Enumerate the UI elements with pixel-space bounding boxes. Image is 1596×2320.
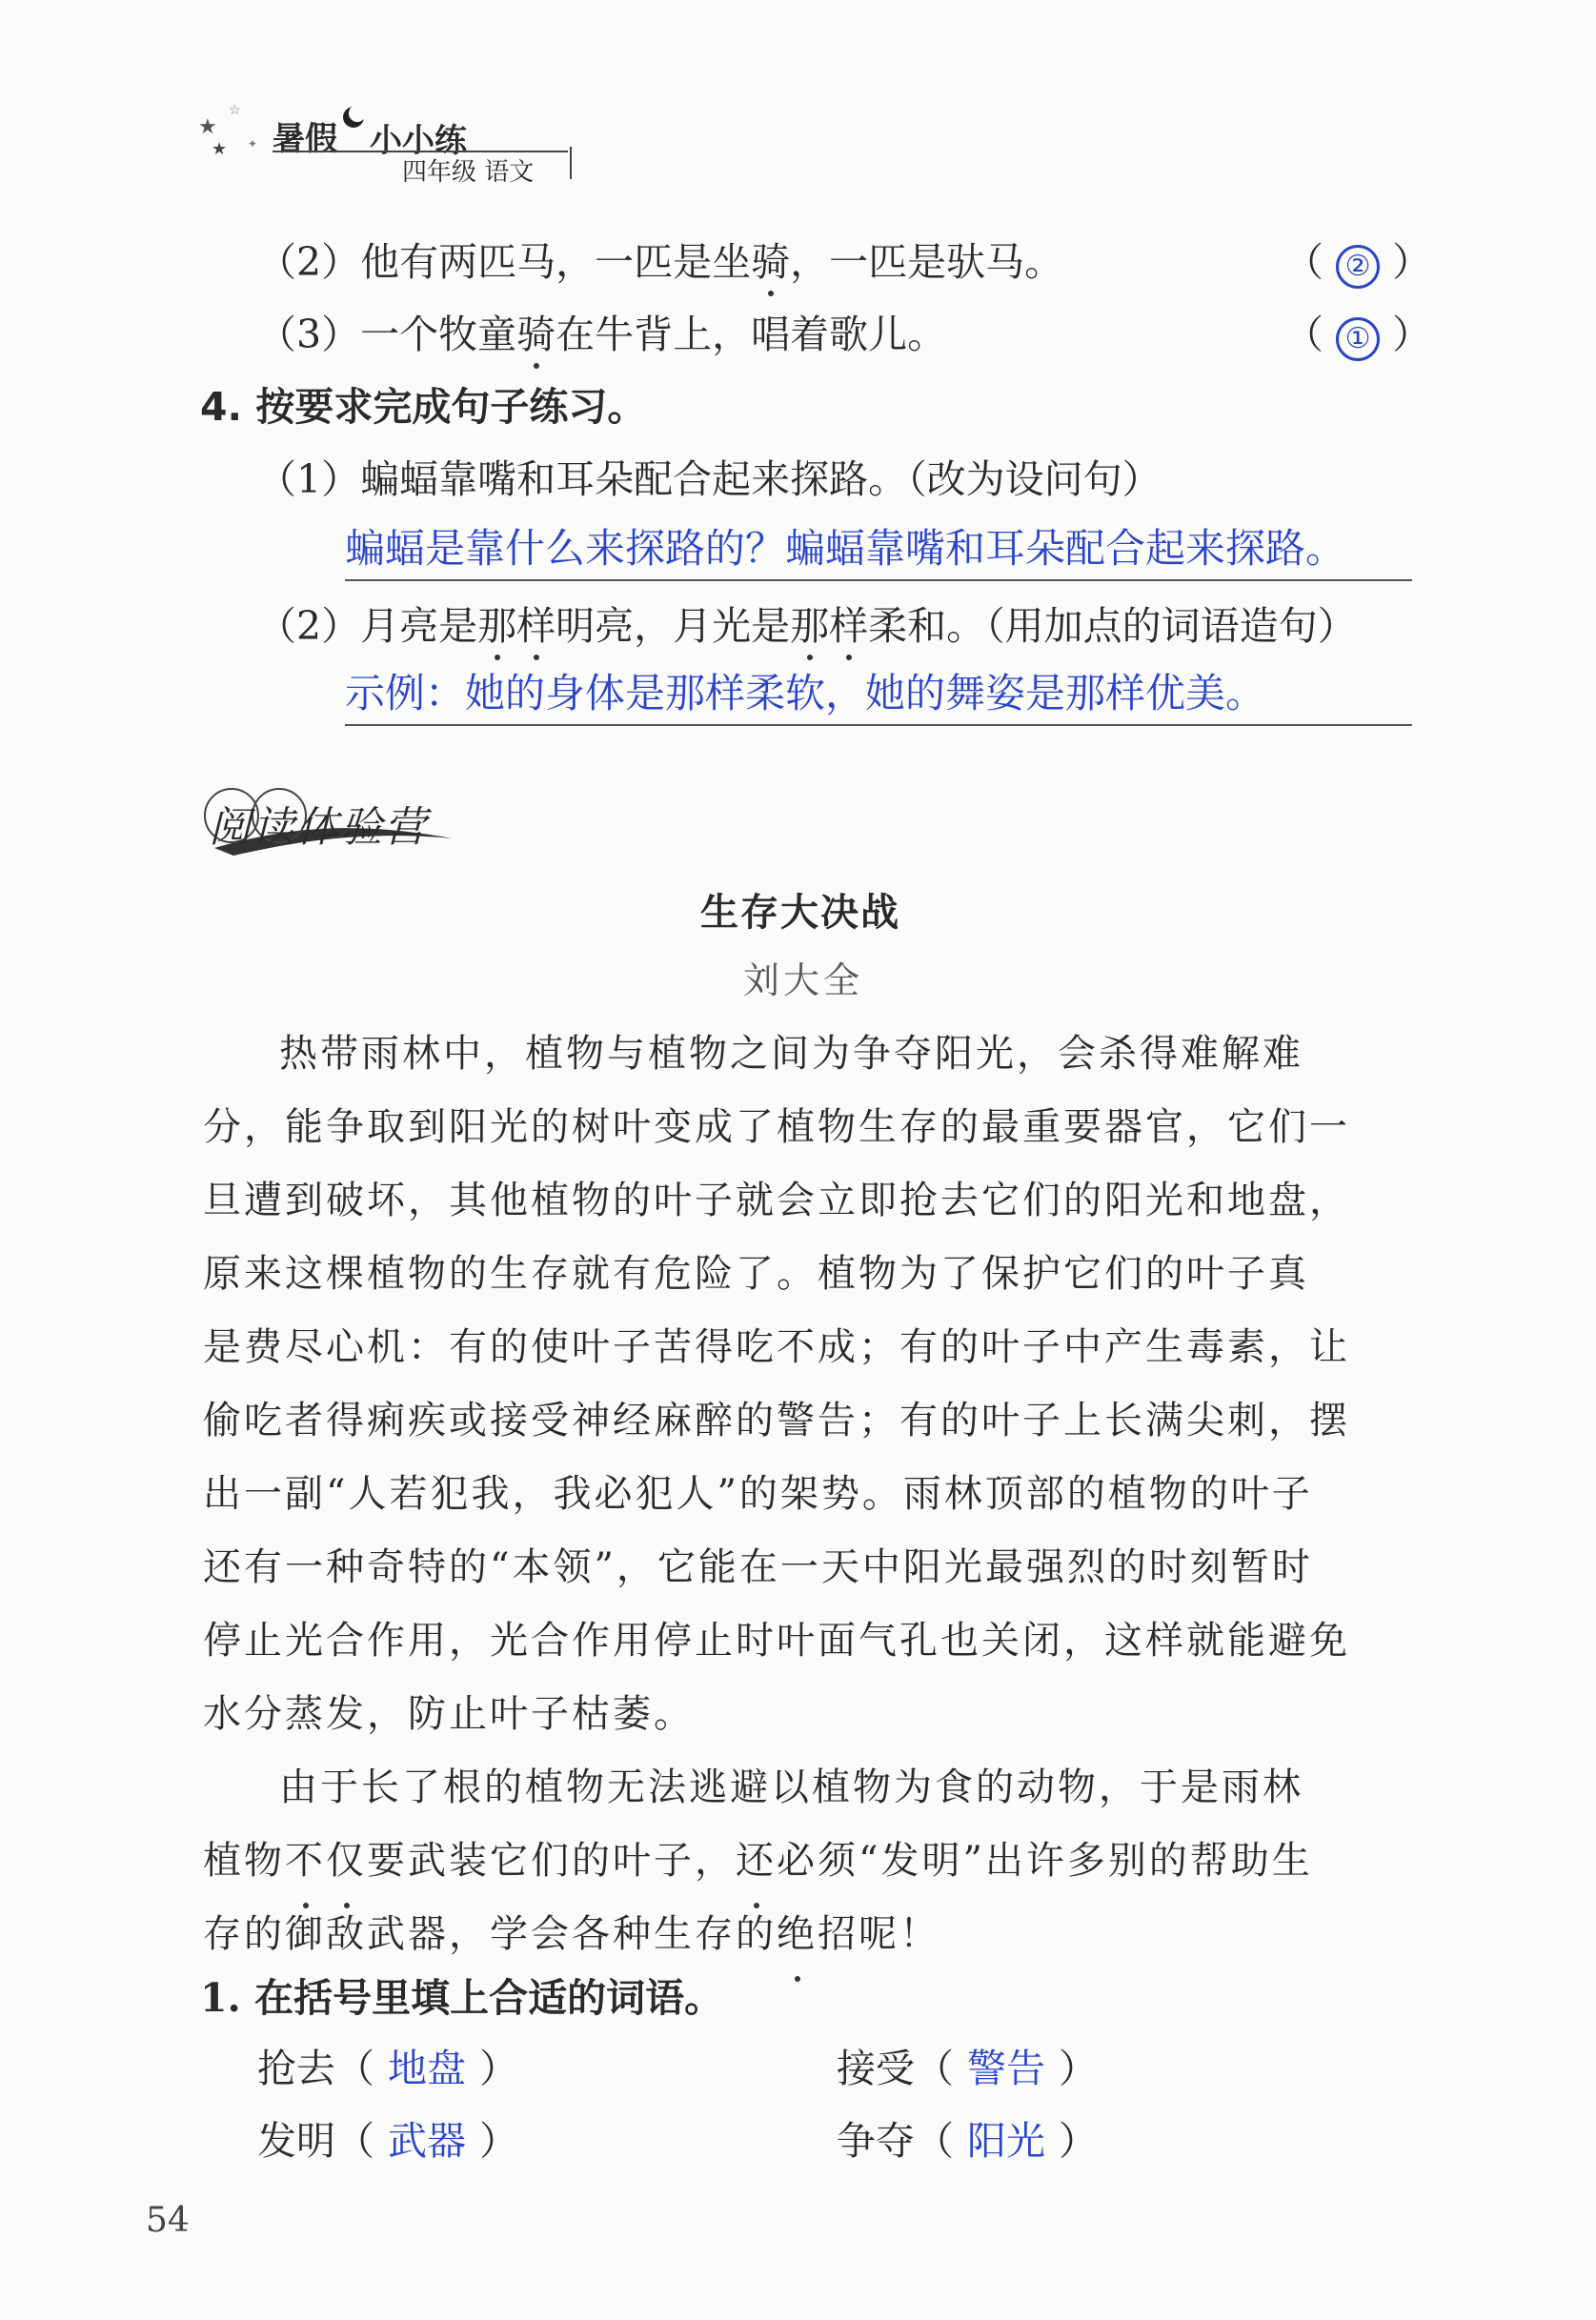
article-line: 还有一种奇特的“本领”，它能在一天中阳光最强烈的时刻暂时 — [203, 1545, 1313, 1589]
moon-icon — [341, 105, 366, 130]
q4-item-1: （1）蝙蝠靠嘴和耳朵配合起来探路。（改为设问句） — [257, 456, 1162, 502]
svg-text:★: ★ — [198, 115, 217, 139]
article-author: 刘大全 — [743, 959, 864, 1001]
banner-text: 阅读体验营 — [209, 803, 428, 852]
q3-item-2-answer: （ ② ） — [1284, 238, 1431, 289]
page-number: 54 — [146, 2201, 190, 2240]
article-line: 分，能争取到阳光的树叶变成了植物生存的最重要器官，它们一 — [203, 1105, 1350, 1149]
header — [191, 95, 591, 187]
article-p2-line1: 由于长了根的植物无法逃避以植物为食的动物，于是雨林 — [279, 1765, 1303, 1809]
article-line: 出一副“人若犯我，我必犯人”的架势。雨林顶部的植物的叶子 — [203, 1472, 1313, 1516]
article-line: 原来这棵植物的生存就有危险了。植物为了保护它们的叶子真 — [203, 1252, 1309, 1296]
answer-circle: ① — [1336, 317, 1380, 361]
q3-item-3: （3）一个牧童骑在牛背上，唱着歌儿。 — [257, 312, 947, 357]
q4-item-1-answer: 蝙蝠是靠什么来探路的？蝙蝠靠嘴和耳朵配合起来探路。 — [345, 525, 1346, 572]
article-p2-line3: 存的御敌武器，学会各种生存的绝招呢！ — [203, 1898, 940, 1971]
q1-answer: 地盘 — [388, 2046, 466, 2091]
header-title-a: 暑假 — [273, 120, 337, 158]
article-line: 热带雨林中，植物与植物之间为争夺阳光，会杀得难解难 — [279, 1032, 1303, 1076]
q3-item-2: （2）他有两匹马，一匹是坐骑，一匹是驮马。 — [257, 239, 1064, 285]
article-p2-line2: 植物不仅要武装它们的叶子，还必须“发明”出许多别的帮助生 — [203, 1825, 1313, 1898]
article-line: 停止光合作用，光合作用停止时叶面气孔也关闭，这样就能避免 — [203, 1619, 1350, 1663]
q1-answer: 阳光 — [967, 2118, 1045, 2164]
q1-item: 争夺（ 阳光 ） — [837, 2118, 1098, 2164]
q1-item: 发明（ 武器 ） — [257, 2118, 518, 2164]
q1-answer: 武器 — [388, 2118, 466, 2164]
article-title: 生存大决战 — [700, 891, 900, 935]
svg-text:★: ★ — [212, 139, 228, 159]
q4-heading: 4. 按要求完成句子练习。 — [200, 384, 647, 430]
q1-item: 抢去（ 地盘 ） — [257, 2046, 518, 2091]
q1-heading: 1. 在括号里填上合适的词语。 — [200, 1975, 724, 2021]
header-vrule — [570, 147, 572, 179]
q4-item-2: （2）月亮是那样明亮，月光是那样柔和。（用加点的词语造句） — [257, 603, 1357, 649]
svg-text:✦: ✦ — [248, 137, 258, 151]
answer-circle: ② — [1336, 245, 1380, 289]
reading-banner — [195, 772, 472, 857]
article-line: 是费尽心机：有的使叶子苦得吃不成；有的叶子中产生毒素，让 — [203, 1325, 1350, 1369]
q4-item-2-answer: 示例：她的身体是那样柔软，她的舞姿是那样优美。 — [345, 670, 1266, 716]
article-line: 水分蒸发，防止叶子枯萎。 — [203, 1692, 695, 1736]
q1-item: 接受（ 警告 ） — [837, 2046, 1098, 2091]
q3-item-3-answer: （ ① ） — [1284, 311, 1431, 361]
article-line: 偷吃者得痢疾或接受神经麻醉的警告；有的叶子上长满尖刺，摆 — [203, 1399, 1350, 1442]
header-title-b: 小小练 — [370, 122, 467, 160]
header-rule — [273, 151, 568, 152]
q1-answer: 警告 — [967, 2046, 1045, 2091]
header-subtitle: 四年级 语文 — [402, 158, 535, 187]
article-line: 旦遭到破坏，其他植物的叶子就会立即抢去它们的阳光和地盘， — [203, 1179, 1350, 1222]
svg-text:☆: ☆ — [229, 103, 241, 118]
